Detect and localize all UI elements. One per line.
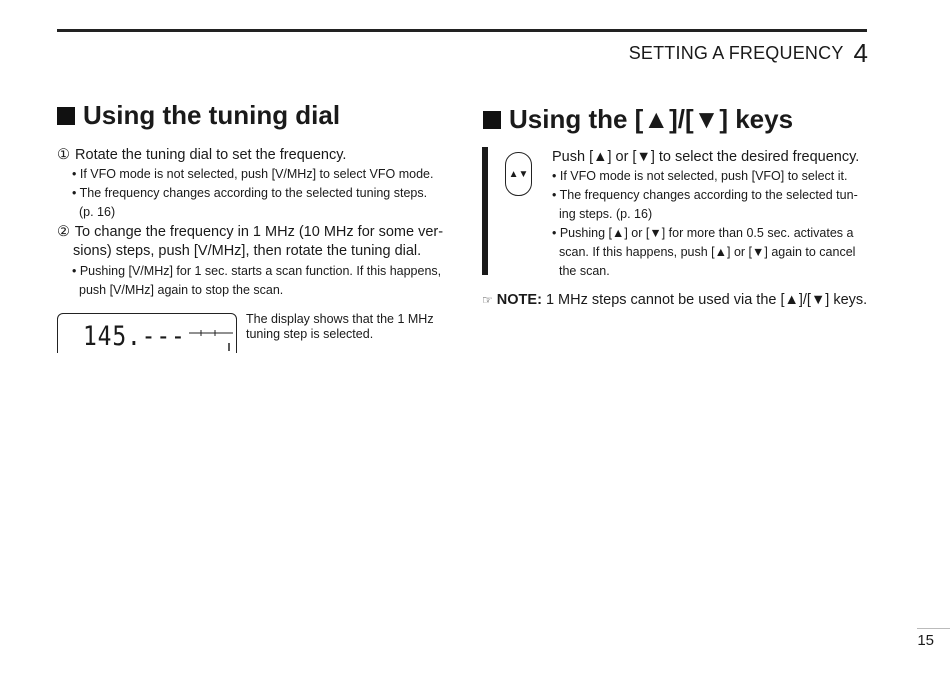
section-heading-tuning-dial — [57, 100, 340, 131]
up-down-key-icon: ▲▼ — [505, 152, 532, 196]
chapter-header — [629, 40, 868, 66]
heading-text: Using the [▲]/[▼] keys — [509, 104, 794, 134]
bullet-continuation: the scan. — [559, 264, 610, 278]
square-bullet-icon — [57, 107, 75, 125]
section-heading-up-down-keys — [483, 104, 793, 135]
bullet-continuation: (p. 16) — [79, 205, 116, 219]
step-text: Rotate the tuning dial to set the frequency. — [75, 147, 347, 163]
step-1 — [57, 145, 346, 165]
note — [482, 290, 867, 310]
side-bar-rule — [482, 147, 488, 275]
display-caption — [246, 312, 446, 342]
note-text: 1 MHz steps cannot be used via the [▲]/[▼] keys. — [545, 292, 868, 308]
lcd-frequency-readout: 145.--- — [83, 321, 186, 352]
caption-line: tuning step is selected. — [246, 327, 374, 341]
pointing-hand-icon: ☞ — [482, 293, 493, 307]
step-number: ② — [57, 224, 70, 240]
page-number-rule — [917, 628, 950, 629]
bullet-item: • Pushing [V/MHz] for 1 sec. starts a scan function. If this happens, — [72, 264, 442, 278]
bullet-item: • If VFO mode is not selected, push [V/MHz] to select VFO mode. — [72, 167, 434, 181]
page-number: 15 — [917, 632, 934, 649]
bullet-item: • If VFO mode is not selected, push [VFO] to select it. — [552, 169, 848, 183]
caption-line: The display shows that the 1 MHz — [246, 312, 434, 326]
bullet-item: • Pushing [▲] or [▼] for more than 0.5 sec. activates a — [552, 226, 854, 240]
instruction: Push [▲] or [▼] to select the desired frequency. — [552, 149, 860, 165]
heading-text: Using the tuning dial — [83, 100, 341, 130]
step-2 — [57, 222, 443, 242]
chapter-title: SETTING A FREQUENCY — [628, 43, 844, 63]
bullet-item: • The frequency changes according to the selected tun- — [552, 188, 858, 202]
top-rule — [57, 29, 867, 32]
bullet-continuation: scan. If this happens, push [▲] or [▼] again to cancel — [559, 245, 856, 259]
square-bullet-icon — [483, 111, 501, 129]
step-text-line1: To change the frequency in 1 MHz (10 MHz for some ver- — [74, 224, 444, 240]
bullet-continuation: push [V/MHz] again to stop the scan. — [79, 283, 284, 297]
chapter-number: 4 — [853, 38, 868, 68]
note-label: NOTE: — [496, 292, 542, 308]
bullet-item: • The frequency changes according to the selected tuning steps. — [72, 186, 428, 200]
lcd-step-indicator-icon — [187, 323, 235, 351]
step-2-continuation: sions) steps, push [V/MHz], then rotate the tuning dial. — [73, 243, 422, 259]
bullet-continuation: ing steps. (p. 16) — [559, 207, 653, 221]
step-number: ① — [57, 147, 70, 163]
lcd-display-illustration — [57, 313, 239, 353]
